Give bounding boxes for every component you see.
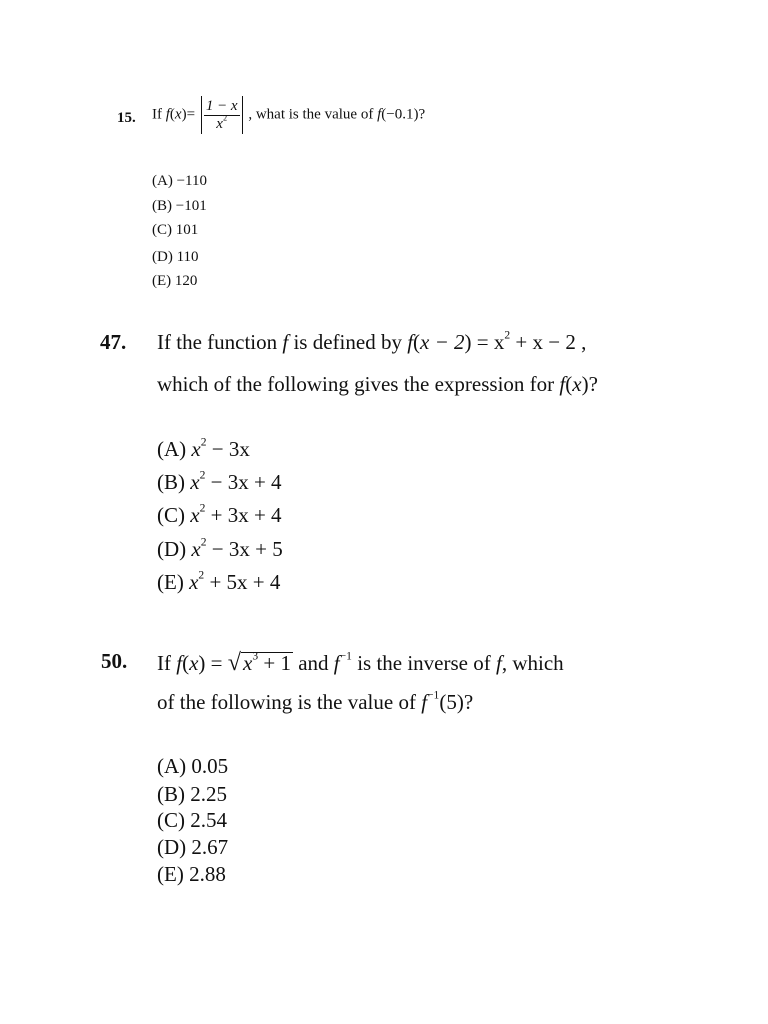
option-b[interactable]: (B) −101	[152, 198, 207, 214]
sqrt-icon: √	[227, 649, 242, 676]
abs-bar-left	[201, 96, 202, 134]
question-stem: If f(x)= $\frac{1 - x}{x^2}$ , what is the value of f(−0.1)?	[152, 96, 425, 134]
fraction: $\frac{1 - x}{x^2}$	[205, 98, 238, 132]
option-c[interactable]: (C) 2.54	[157, 808, 227, 832]
question-stem-line-1: If $f(x) = √x^3 + 1$ and $f^{-1}$ is the inverse of f, which	[157, 649, 564, 676]
abs-bar-right	[242, 96, 243, 134]
question-stem-line-2: which of the following gives the expression for f(x)?	[157, 372, 598, 396]
question-number: 15.	[117, 110, 136, 126]
option-c[interactable]: (C) 101	[152, 222, 199, 238]
option-e[interactable]: (E) $x^2 + 5x + 4$	[157, 569, 281, 594]
option-b[interactable]: (B) 2.25	[157, 782, 227, 806]
option-a[interactable]: (A) −110	[152, 173, 207, 189]
question-number: 47.	[100, 330, 127, 354]
option-c[interactable]: (C) $x^2 + 3x + 4$	[157, 502, 282, 527]
option-e[interactable]: (E) 2.88	[157, 862, 226, 886]
radicand: $x^3 + 1$	[243, 650, 291, 675]
option-e[interactable]: (E) 120	[152, 273, 198, 289]
option-d[interactable]: (D) $x^2 - 3x + 5$	[157, 536, 283, 561]
question-stem-line-1: If the function f is defined by $f(x - 2) = x^2 + x - 2$ ,	[157, 329, 587, 354]
question-number: 50.	[101, 649, 128, 673]
option-d[interactable]: (D) 2.67	[157, 835, 229, 859]
option-b[interactable]: (B) $x^2 - 3x + 4$	[157, 469, 282, 494]
option-a[interactable]: (A) $x^2 - 3x$	[157, 436, 250, 461]
option-a[interactable]: (A) 0.05	[157, 754, 229, 778]
option-d[interactable]: (D) 110	[152, 249, 199, 265]
question-stem-line-2: of the following is the value of $f^{-1}(5)$?	[157, 689, 474, 714]
